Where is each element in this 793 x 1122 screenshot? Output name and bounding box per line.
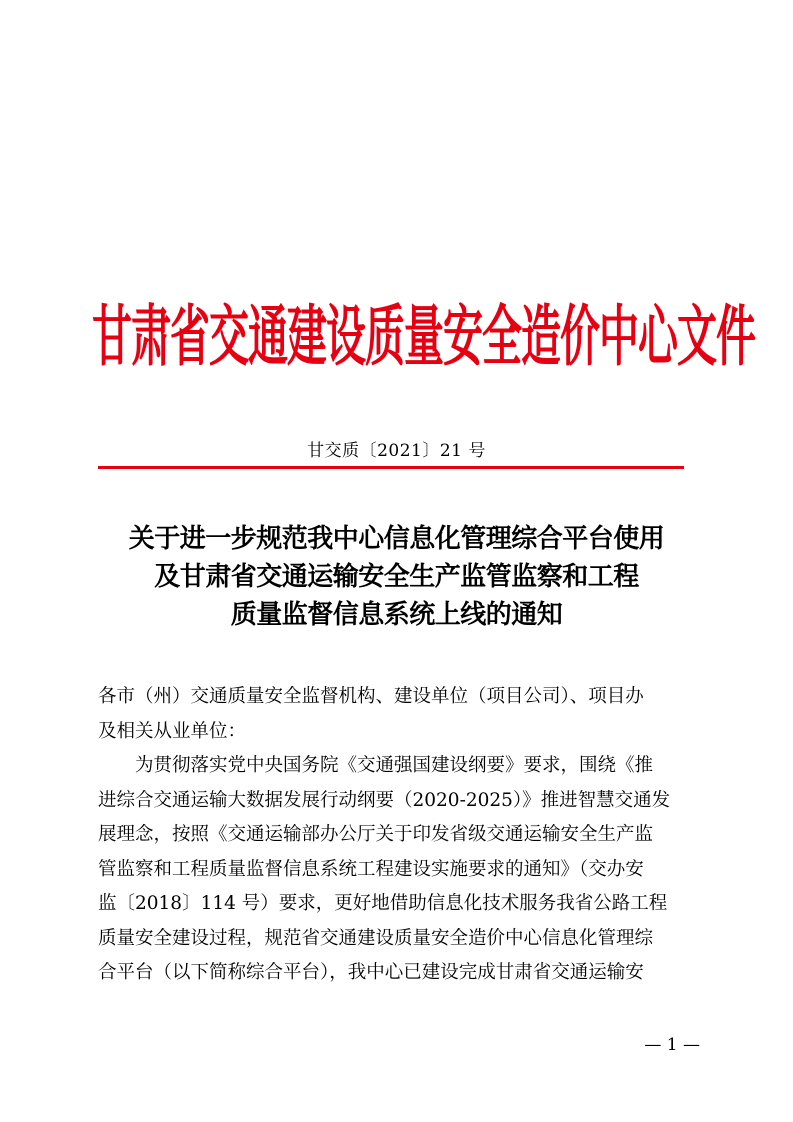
document-number: 甘交质〔2021〕21 号 xyxy=(307,441,486,461)
paragraph-line-3: 展理念，按照《交通运输部办公厅关于印发省级交通运输安全生产监 xyxy=(98,824,654,845)
document-title xyxy=(0,520,793,634)
document-title-line-1: 关于进一步规范我中心信息化管理综合平台使用 xyxy=(128,524,665,554)
document-body xyxy=(98,680,698,991)
salutation-line-1: 各市（州）交通质量安全监督机构、建设单位（项目公司）、项目办 xyxy=(98,686,644,707)
paragraph-line-2: 进综合交通运输大数据发展行动纲要（2020-2025）》推进智慧交通发 xyxy=(98,789,671,811)
paragraph-line-7: 合平台（以下简称综合平台），我中心已建设完成甘肃省交通运输安 xyxy=(98,962,644,983)
document-title-line-2: 及甘肃省交通运输安全生产监管监察和工程 xyxy=(154,562,639,592)
document-title-line-3: 质量监督信息系统上线的通知 xyxy=(230,600,563,630)
issuer-header-title: 甘肃省交通建设质量安全造价中心文件 xyxy=(92,299,755,376)
paragraph-line-6: 质量安全建设过程，规范省交通建设质量安全造价中心信息化管理综 xyxy=(98,927,654,949)
page-number: — 1 — xyxy=(644,1035,700,1055)
paragraph-line-1: 为贯彻落实党中央国务院《交通强国建设纲要》要求，围绕《推 xyxy=(135,755,654,776)
red-divider-line xyxy=(98,466,684,469)
paragraph-line-4: 管监察和工程质量监督信息系统工程建设实施要求的通知》（交办安 xyxy=(98,858,644,880)
salutation-line-2: 及相关从业单位： xyxy=(98,720,247,742)
paragraph-line-5: 监〔2018〕114 号）要求，更好地借助信息化技术服务我省公路工程 xyxy=(98,893,668,914)
